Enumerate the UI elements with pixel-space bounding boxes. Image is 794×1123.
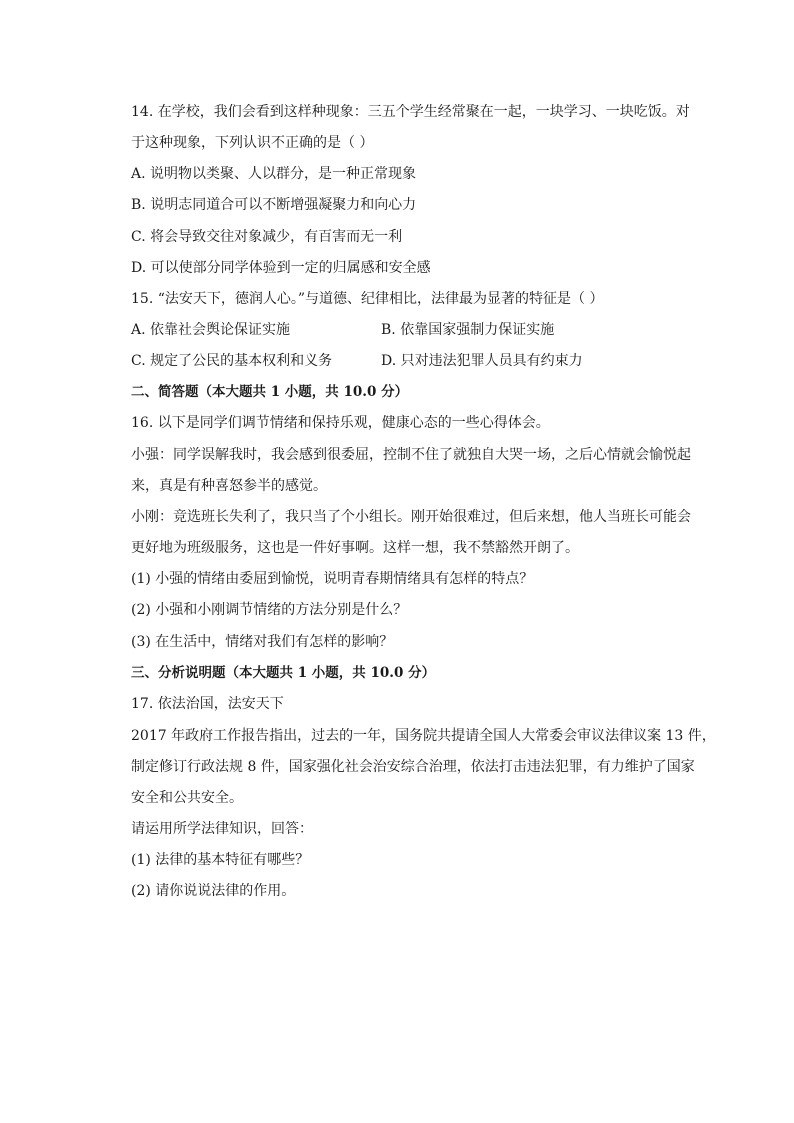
q14-stem-line2: 于这种现象，下列认识不正确的是（ ） (131, 135, 374, 151)
section-heading-analysis: 三、分析说明题（本大题共 1 小题，共 10.0 分） (131, 665, 436, 681)
q14-option-d: D. 可以使部分同学体验到一定的归属感和安全感 (131, 260, 431, 276)
q16-xiaoqiang-line1: 小强：同学误解我时，我会感到很委屈，控制不住了就独自大哭一场，之后心情就会愉悦起 (131, 447, 691, 463)
q17-prompt: 请运用所学法律知识，回答： (131, 821, 313, 837)
q14-option-c: C. 将会导致交往对象减少，有百害而无一利 (131, 229, 403, 245)
q17-stem: 17. 依法治国，法安天下 (131, 696, 284, 712)
q16-xiaogang-line2: 更好地为班级服务，这也是一件好事啊。这样一想，我不禁豁然开朗了。 (131, 540, 579, 556)
q14-option-a: A. 说明物以类聚、人以群分，是一种正常现象 (131, 166, 417, 182)
q17-passage-line2: 制定修订行政法规 8 件，国家强化社会治安综合治理，依法打击违法犯罪，有力维护了国家 (131, 759, 695, 775)
q15-option-b: B. 依靠国家强制力保证实施 (381, 322, 555, 338)
q14-stem-line1: 14. 在学校，我们会看到这样种现象：三五个学生经常聚在一起，一块学习、一块吃饭。对 (131, 104, 690, 120)
q15-option-c: C. 规定了公民的基本权利和义务 (131, 353, 333, 369)
q17-passage-line1: 2017 年政府工作报告指出，过去的一年，国务院共提请全国人大常委会审议法律议案 13 件， (131, 728, 716, 744)
q16-xiaogang-line1: 小刚：竞选班长失利了，我只当了个小组长。刚开始很难过，但后来想，他人当班长可能会 (131, 509, 691, 525)
q17-passage-line3: 安全和公共安全。 (131, 790, 243, 806)
section-heading-short-answer: 二、简答题（本大题共 1 小题，共 10.0 分） (131, 384, 409, 400)
q16-sub-2: (2) 小强和小刚调节情绪的方法分别是什么？ (131, 602, 408, 618)
q15-option-a: A. 依靠社会舆论保证实施 (131, 322, 291, 338)
q16-sub-1: (1) 小强的情绪由委屈到愉悦，说明青春期情绪具有怎样的特点？ (131, 571, 534, 587)
q14-option-b: B. 说明志同道合可以不断增强凝聚力和向心力 (131, 197, 417, 213)
q16-sub-3: (3) 在生活中，情绪对我们有怎样的影响？ (131, 634, 394, 650)
q17-sub-2: (2) 请你说说法律的作用。 (131, 883, 296, 899)
q15-stem: 15. “法安天下，德润人心。”与道德、纪律相比，法律最为显著的特征是（ ） (131, 291, 604, 307)
q16-stem: 16. 以下是同学们调节情绪和保持乐观，健康心态的一些心得体会。 (131, 415, 550, 431)
q16-xiaoqiang-line2: 来，真是有种喜怒参半的感觉。 (131, 478, 327, 494)
q17-sub-1: (1) 法律的基本特征有哪些？ (131, 852, 310, 868)
q15-option-d: D. 只对违法犯罪人员具有约束力 (381, 353, 583, 369)
